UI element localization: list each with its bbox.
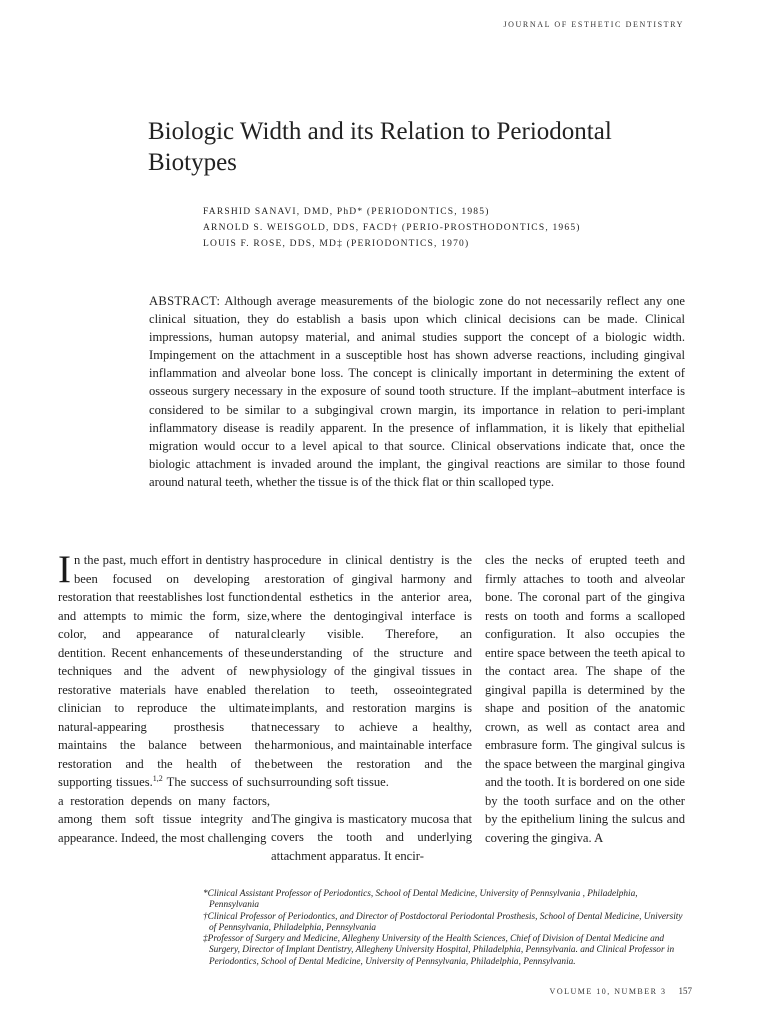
running-head: JOURNAL OF ESTHETIC DENTISTRY (503, 20, 684, 29)
abstract-label: ABSTRACT: (149, 294, 221, 308)
footnote: †Clinical Professor of Periodontics, and Director of Postdoctoral Periodontal Prosthesis, School of Dental Medicine, University of Pennsylvania, Philadelphia, Pennsylvania (203, 911, 683, 933)
body-paragraph: procedure in clinical dentistry is the restoration of gingival harmony and dental esthetics in the anterior area, where the dentogingival interface is clearly visible. Therefore, an understanding of the structure and physiology of the gingival tissues in relation to teeth, osseointegrated implants, and restoration margins is necessary to achieve a healthy, harmonious, and maintainable interface between the restoration and the surrounding soft tissue. (271, 553, 472, 789)
issue-label: VOLUME 10, NUMBER 3 (549, 987, 667, 996)
abstract (149, 292, 685, 491)
author-list (203, 204, 683, 252)
footnote: *Clinical Assistant Professor of Periodontics, School of Dental Medicine, University of Pennsylvania , Philadelphia, Pennsylvania (203, 889, 638, 911)
body-column-2 (271, 551, 472, 865)
body-column-1 (58, 548, 270, 847)
body-text: The success of such a restoration depends on many factors, among them soft tissue integrity and appearance. Indeed, the most challenging (58, 775, 270, 845)
author-line: LOUIS F. ROSE, DDS, MD‡ (PERIODONTICS, 1970) (203, 239, 470, 249)
page-footer (550, 986, 692, 996)
abstract-text: Although average measurements of the biologic zone do not necessarily reflect any one clinical situation, they do establish a basis upon which clinical decisions can be made. Clinical impressions, human autopsy material, and animal studies support the concept of a biologic width. Impingement on the attachment in a susceptible host has shown adverse reactions, including gingival inflammation and alveolar bone loss. The concept is clinically important in determining the extent of osseous surgery necessary in the exposure of sound tooth structure. If the implant–abutment interface is considered to be similar to a subgingival crown margin, its importance in relation to peri-implant inflammatory disease is readily apparent. In the presence of inflammation, it is likely that epithelial migration would occur to a level apical to that source. Clinical observations indicate that, once the biologic attachment is invaded around the implant, the gingival reactions are similar to those found around natural teeth, whether the tissue is of the thick flat or thin scalloped type. (149, 294, 685, 489)
footnotes (203, 889, 688, 968)
author-line: ARNOLD S. WEISGOLD, DDS, FACD† (PERIO-PROSTHODONTICS, 1965) (203, 223, 581, 233)
body-text: n the past, much effort in dentistry has been focused on developing a restoration that reestablishes lost function and attempts to mimic the form, size, color, and appearance of natural dentition. Recent enhancements of these techniques and the advent of new restorative materials have enabled the clinician to reproduce the ultimate natural-appearing prosthesis that maintains the balance between the restoration and the health of the supporting tissues. (58, 553, 270, 789)
article-title: Biologic Width and its Relation to Periodontal Biotypes (148, 118, 612, 176)
body-paragraph: cles the necks of erupted teeth and firmly attaches to tooth and alveolar bone. The coronal part of the gingiva rests on tooth and forms a scalloped configuration. It also occupies the entire space between the teeth apical to the contact area. The shape of the gingival papilla is determined by the shape and position of the anatomic crown, as well as contact area and embrasure form. The gingival sulcus is the space between the marginal gingiva and the tooth. It is bordered on one side by the tooth surface and on the other by the epithelium lining the sulcus and covering the gingiva. A (485, 553, 685, 845)
drop-cap: I (58, 548, 71, 591)
body-paragraph (58, 548, 270, 847)
body-column-3 (485, 551, 685, 847)
body-paragraph: The gingiva is masticatory mucosa that covers the tooth and underlying attachment apparatus. It encir- (271, 811, 472, 863)
citation-superscript: 1,2 (152, 773, 163, 783)
page-number: 157 (678, 986, 692, 996)
footnote: ‡Professor of Surgery and Medicine, Allegheny University of the Health Sciences, Chief of Division of Dental Medicine and Surgery, Director of Implant Dentistry, Allegheny University Hospital, Philadelphia, Pennsylvania. and Clinical Professor in Periodontics, School of Dental Medicine, University of Pennsylvania, Philadelphia, Pennsylvania. (203, 934, 675, 967)
author-line: FARSHID SANAVI, DMD, PhD* (PERIODONTICS, 1985) (203, 207, 490, 217)
